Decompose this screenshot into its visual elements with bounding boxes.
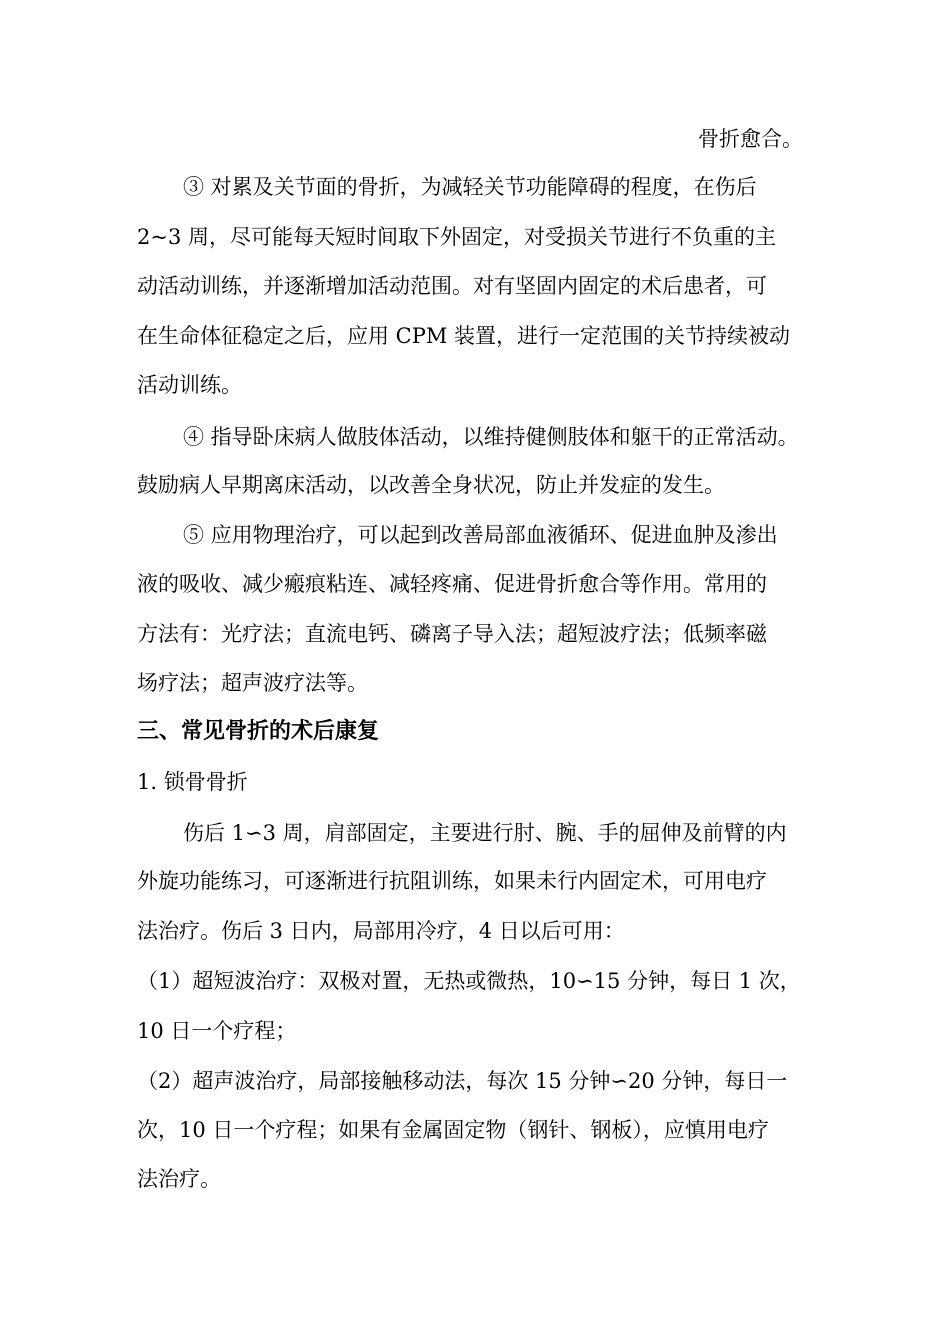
paragraph-5-line-1: ⑤ 应用物理治疗，可以起到改善局部血液循环、促进血肿及渗出 — [183, 523, 778, 547]
paragraph-5-line-3: 方法有：光疗法；直流电钙、磷离子导入法；超短波疗法；低频率磁 — [137, 622, 767, 646]
subsection-heading: 1. 锁骨骨折 — [137, 770, 248, 794]
item-1-line-1: （1）超短波治疗：双极对置，无热或微热，10∽15 分钟，每日 1 次， — [137, 969, 801, 993]
item-2-line-1: （2）超声波治疗，局部接触移动法，每次 15 分钟∽20 分钟，每日一 — [137, 1069, 788, 1093]
paragraph-3-line-2: 2~3 周，尽可能每天短时间取下外固定，对受损关节进行不负重的主 — [137, 225, 776, 249]
continuation-line: 骨折愈合。 — [698, 127, 803, 151]
body-line-2: 外旋功能练习，可逐渐进行抗阻训练，如果未行内固定术，可用电疗 — [137, 869, 767, 893]
paragraph-4-line-2: 鼓励病人早期离床活动，以改善全身状况，防止并发症的发生。 — [137, 473, 725, 497]
paragraph-3-line-1: ③ 对累及关节面的骨折，为减轻关节功能障碍的程度，在伤后 — [183, 175, 757, 199]
section-heading: 三、常见骨折的术后康复 — [137, 719, 380, 744]
item-2-line-3: 法治疗。 — [137, 1167, 221, 1191]
paragraph-3-line-5: 活动训练。 — [137, 373, 242, 397]
paragraph-4-line-1: ④ 指导卧床病人做肢体活动，以维持健侧肢体和躯干的正常活动。 — [183, 425, 799, 449]
paragraph-5-line-2: 液的吸收、减少瘢痕粘连、减轻疼痛、促进骨折愈合等作用。常用的 — [137, 572, 767, 596]
item-2-line-2: 次，10 日一个疗程；如果有金属固定物（钢针、钢板），应慎用电疗 — [137, 1118, 769, 1142]
paragraph-3-line-4: 在生命体征稳定之后，应用 CPM 装置，进行一定范围的关节持续被动 — [137, 324, 791, 348]
paragraph-3-line-3: 动活动训练，并逐渐增加活动范围。对有坚固内固定的术后患者，可 — [137, 274, 767, 298]
body-line-1: 伤后 1∽3 周，肩部固定，主要进行肘、腕、手的屈伸及前臂的内 — [183, 821, 787, 845]
paragraph-5-line-4: 场疗法；超声波疗法等。 — [137, 671, 368, 695]
item-1-line-2: 10 日一个疗程； — [137, 1019, 297, 1043]
body-line-3: 法治疗。伤后 3 日内，局部用冷疗，4 日以后可用： — [137, 919, 625, 943]
